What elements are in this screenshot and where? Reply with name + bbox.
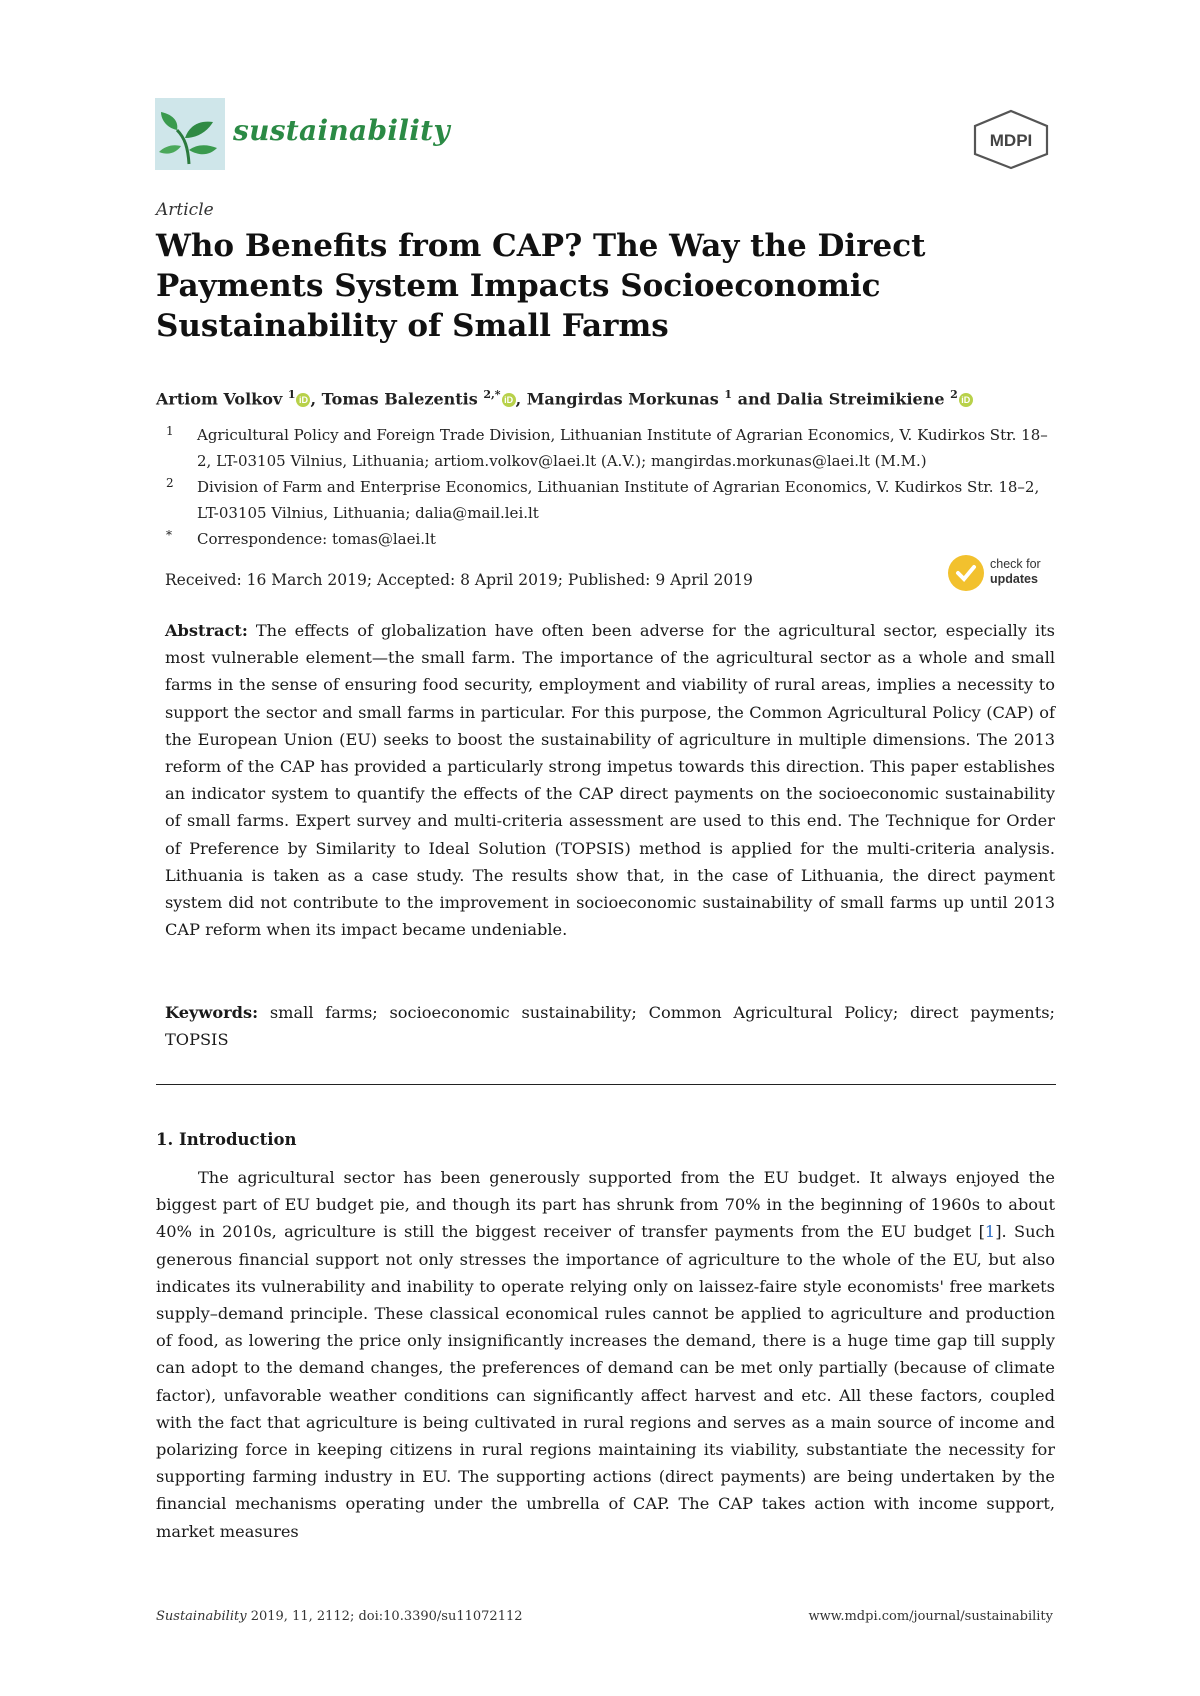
abstract-label: Abstract: xyxy=(165,621,248,640)
affiliation-marker: 2 xyxy=(166,476,174,490)
author-name[interactable]: Mangirdas Morkunas xyxy=(526,389,719,409)
body-paragraph: The agricultural sector has been generously supported from the EU budget. It always enjoyed the biggest part of EU budget pie, and though its part has shrunk from 70% in the beginning of 1960s to about 40% in 2010s, agriculture is still the biggest receiver of transfer payments from the EU budget [1]. Such generous financial support not only stresses the importance of agriculture to the whole of the EU, but also indicates its vulnerability and inability to operate relying only on laissez-faire style economists' free markets supply–demand principle. These classical economical rules cannot be applied to agriculture and production of food, as lowering the price only insignificantly increases the demand, there is a huge time gap till supply can adopt to the demand changes, the preferences of demand can be met only partially (because of climate factor), unfavorable weather conditions can significantly affect harvest and etc. All these factors, coupled with the fact that agriculture is being cultivated in rural regions and serves as a main source of income and polarizing force in keeping citizens in rural regions maintaining its viability, substantiate the necessity for supporting farming industry in EU. The supporting actions (direct payments) are being undertaken by the financial mechanisms operating under the umbrella of CAP. The CAP takes action with income support, market measures xyxy=(156,1168,1055,1541)
divider xyxy=(156,1084,1056,1085)
journal-name: sustainability xyxy=(233,114,450,147)
author-name[interactable]: Tomas Balezentis xyxy=(321,389,478,409)
affiliation-text: Agricultural Policy and Foreign Trade Division, Lithuanian Institute of Agrarian Economics, V. Kudirkos Str. 18–2, LT-03105 Vilnius, Lithuania; artiom.volkov@laei.lt (A.V.); mangirdas.morkunas@laei.lt (M.M.) xyxy=(197,426,1048,470)
check-updates-line2: updates xyxy=(990,572,1038,586)
orcid-icon[interactable]: iD xyxy=(959,393,973,407)
abstract-text: The effects of globalization have often been adverse for the agricultural sector, especially its most vulnerable element—the small farm. The importance of the agricultural sector as a whole and small farms in the sense of ensuring food security, employment and viability of rural areas, implies a necessity to support the sector and small farms in particular. For this purpose, the Common Agricultural Policy (CAP) of the European Union (EU) seeks to boost the sustainability of agriculture in multiple dimensions. The 2013 reform of the CAP has provided a particularly strong impetus towards this direction. This paper establishes an indicator system to quantify the effects of the CAP direct payments on the socioeconomic sustainability of small farms. Expert survey and multi-criteria assessment are used to this end. The Technique for Order of Preference by Similarity to Ideal Solution (TOPSIS) method is applied for the multi-criteria analysis. Lithuania is taken as a case study. The results show that, in the case of Lithuania, the direct payment system did not contribute to the improvement in socioeconomic sustainability of small farms up until 2013 CAP reform when its impact became undeniable. xyxy=(165,621,1055,940)
publisher-name: MDPI xyxy=(989,131,1033,150)
leaf-icon xyxy=(155,98,225,170)
affiliation-marker: 1 xyxy=(166,424,174,438)
affiliation-ref: 2 xyxy=(950,388,958,401)
journal-logo xyxy=(155,98,225,170)
page-title: Who Benefits from CAP? The Way the Direct Payments System Impacts Socioeconomic Sustainability of Small Farms xyxy=(156,228,926,344)
affiliation-ref: 2,* xyxy=(483,388,501,401)
citation-link[interactable]: 1 xyxy=(984,1222,996,1242)
orcid-icon[interactable]: iD xyxy=(502,393,516,407)
check-for-updates-button[interactable] xyxy=(948,553,1058,597)
author-conjunction: and xyxy=(737,389,771,409)
article-type: Article xyxy=(156,200,214,220)
check-updates-line1: check for xyxy=(990,557,1041,571)
orcid-icon[interactable]: iD xyxy=(296,393,310,407)
affiliation-marker: * xyxy=(166,528,172,542)
footer-url[interactable]: www.mdpi.com/journal/sustainability xyxy=(808,1609,1053,1624)
abstract xyxy=(165,617,1055,943)
affiliation-ref: 1 xyxy=(287,388,296,401)
affiliation-text: Division of Farm and Enterprise Economics, Lithuanian Institute of Agrarian Economics, V. Kudirkos Str. 18–2, LT-03105 Vilnius, Lithuania; dalia@mail.lei.lt xyxy=(197,478,1040,522)
author-name[interactable]: Dalia Streimikiene xyxy=(776,389,945,409)
author-name[interactable]: Artiom Volkov xyxy=(156,389,283,409)
keywords-text: small farms; socioeconomic sustainability; Common Agricultural Policy; direct payments; TOPSIS xyxy=(165,1003,1055,1050)
publication-dates: Received: 16 March 2019; Accepted: 8 April 2019; Published: 9 April 2019 xyxy=(165,571,753,589)
affiliation-item xyxy=(156,526,1056,552)
check-icon xyxy=(948,555,984,591)
keywords xyxy=(165,999,1055,1053)
affiliation-item xyxy=(156,422,1056,474)
correspondence-text: Correspondence: tomas@laei.lt xyxy=(197,530,436,548)
affiliation-item xyxy=(156,474,1056,526)
keywords-label: Keywords: xyxy=(165,1003,259,1022)
publisher-logo xyxy=(970,108,1052,170)
affiliation-ref: 1 xyxy=(724,388,733,401)
author-list: Artiom Volkov $^1$ iD , Tomas Balezentis $^{2,*}$ iD , Mangirdas Morkunas $^1$ and Dalia Streimikiene $^2$ iD xyxy=(156,384,1056,410)
footer-citation: Sustainability 2019, 11, 2112; doi:10.3390/su11072112 xyxy=(156,1609,523,1624)
section-heading: 1. Introduction xyxy=(156,1130,297,1149)
